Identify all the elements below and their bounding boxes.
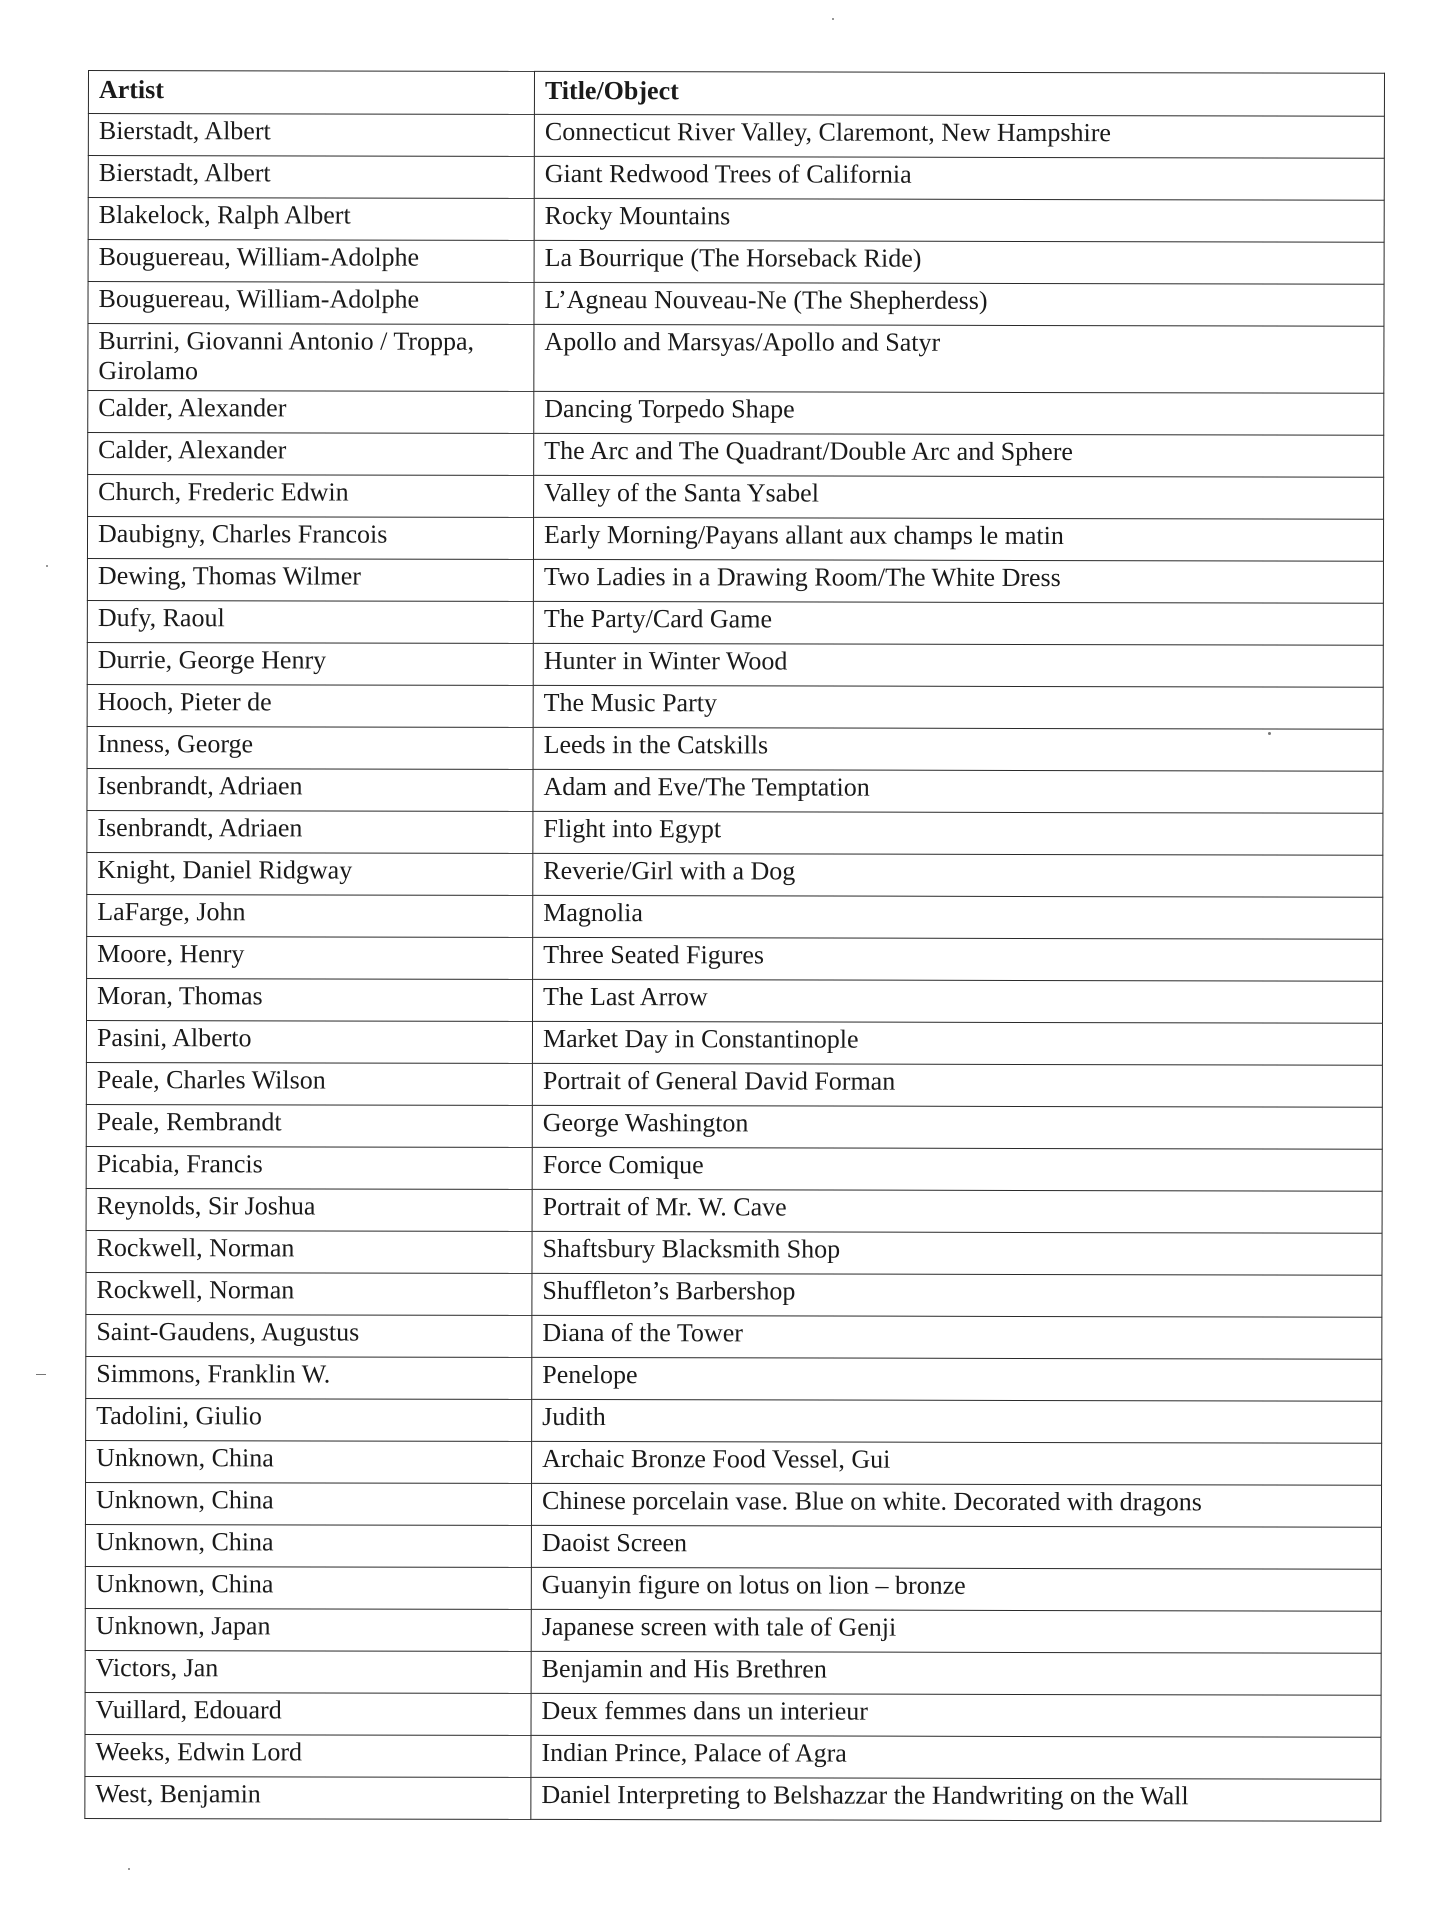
title-cell: Portrait of General David Forman xyxy=(532,1063,1382,1107)
table-row xyxy=(86,1104,1382,1149)
artist-cell: Calder, Alexander xyxy=(88,391,534,434)
table-row xyxy=(85,1608,1381,1653)
artist-cell: Bierstadt, Albert xyxy=(88,114,534,157)
title-cell: George Washington xyxy=(532,1105,1382,1149)
table-row xyxy=(85,1692,1381,1737)
title-cell: Dancing Torpedo Shape xyxy=(534,391,1384,435)
table-row xyxy=(88,156,1384,201)
table-row xyxy=(86,1020,1382,1065)
artist-cell: Church, Frederic Edwin xyxy=(88,475,534,518)
table-row xyxy=(86,1272,1382,1317)
title-cell: Guanyin figure on lotus on lion – bronze xyxy=(531,1567,1381,1611)
title-cell: Magnolia xyxy=(533,895,1383,939)
title-cell: L’Agneau Nouveau-Ne (The Shepherdess) xyxy=(534,282,1384,326)
title-cell: Connecticut River Valley, Claremont, New Hampshire xyxy=(534,114,1384,158)
artist-cell: Moore, Henry xyxy=(87,936,533,979)
artist-cell: Pasini, Alberto xyxy=(86,1020,532,1063)
title-cell: Shaftsbury Blacksmith Shop xyxy=(532,1231,1382,1275)
table-row xyxy=(85,1734,1381,1779)
artwork-table xyxy=(84,70,1385,1822)
artist-cell: Rockwell, Norman xyxy=(86,1272,532,1315)
artist-cell: Simmons, Franklin W. xyxy=(86,1356,532,1399)
table-row xyxy=(85,1482,1381,1527)
table-row xyxy=(88,324,1384,394)
artist-cell: Bierstadt, Albert xyxy=(88,156,534,199)
table-row xyxy=(88,198,1384,243)
artist-cell: Dewing, Thomas Wilmer xyxy=(87,559,533,602)
table-row xyxy=(86,1230,1382,1275)
title-cell: Diana of the Tower xyxy=(532,1315,1382,1359)
table-row xyxy=(88,240,1384,285)
artist-cell: Unknown, Japan xyxy=(85,1608,531,1651)
table-row xyxy=(87,642,1383,687)
table-row xyxy=(87,768,1383,813)
artist-cell: LaFarge, John xyxy=(87,894,533,937)
title-cell: Indian Prince, Palace of Agra xyxy=(531,1735,1381,1779)
title-cell: Leeds in the Catskills xyxy=(533,727,1383,771)
artist-cell: Reynolds, Sir Joshua xyxy=(86,1188,532,1231)
table-row xyxy=(86,1314,1382,1359)
table-row xyxy=(87,559,1383,604)
artist-cell: Bouguereau, William-Adolphe xyxy=(88,240,534,283)
table-row xyxy=(87,517,1383,562)
title-cell: Two Ladies in a Drawing Room/The White Dress xyxy=(533,559,1383,603)
title-cell: La Bourrique (The Horseback Ride) xyxy=(534,240,1384,284)
title-cell: Three Seated Figures xyxy=(533,937,1383,981)
title-cell: Adam and Eve/The Temptation xyxy=(533,769,1383,813)
artist-cell: Unknown, China xyxy=(85,1566,531,1609)
artist-cell: Blakelock, Ralph Albert xyxy=(88,198,534,241)
title-cell: The Last Arrow xyxy=(533,979,1383,1023)
table-row xyxy=(86,1062,1382,1107)
table-row xyxy=(87,978,1383,1023)
table-row xyxy=(87,894,1383,939)
column-header-title: Title/Object xyxy=(534,71,1384,116)
title-cell: Giant Redwood Trees of California xyxy=(534,156,1384,200)
artist-cell: Peale, Charles Wilson xyxy=(86,1062,532,1105)
title-cell: Portrait of Mr. W. Cave xyxy=(532,1189,1382,1233)
artist-cell: Picabia, Francis xyxy=(86,1146,532,1189)
table-row xyxy=(88,475,1384,520)
scan-speck xyxy=(832,18,834,20)
title-cell: Japanese screen with tale of Genji xyxy=(531,1609,1381,1653)
artist-cell: Daubigny, Charles Francois xyxy=(87,517,533,560)
title-cell: Rocky Mountains xyxy=(534,198,1384,242)
title-cell: Apollo and Marsyas/Apollo and Satyr xyxy=(534,324,1384,393)
artist-cell: Victors, Jan xyxy=(85,1650,531,1693)
table-row xyxy=(87,684,1383,729)
title-cell: The Party/Card Game xyxy=(533,601,1383,645)
artist-cell: Knight, Daniel Ridgway xyxy=(87,852,533,895)
title-cell: Benjamin and His Brethren xyxy=(531,1651,1381,1695)
artist-cell: Unknown, China xyxy=(85,1524,531,1567)
column-header-artist: Artist xyxy=(88,71,534,115)
table-row xyxy=(87,810,1383,855)
title-cell: The Arc and The Quadrant/Double Arc and Sphere xyxy=(534,433,1384,477)
table-row xyxy=(86,1356,1382,1401)
artist-cell: Dufy, Raoul xyxy=(87,600,533,643)
title-cell: Hunter in Winter Wood xyxy=(533,643,1383,687)
table-row xyxy=(88,114,1384,159)
title-cell: Market Day in Constantinople xyxy=(532,1021,1382,1065)
scan-speck xyxy=(46,565,48,567)
artist-cell: Durrie, George Henry xyxy=(87,642,533,685)
scan-speck xyxy=(1268,732,1271,735)
table-row xyxy=(86,1188,1382,1233)
artist-cell: Hooch, Pieter de xyxy=(87,684,533,727)
artist-cell: Inness, George xyxy=(87,726,533,769)
artist-cell: Unknown, China xyxy=(85,1482,531,1525)
table-row xyxy=(85,1566,1381,1611)
table-row xyxy=(86,1440,1382,1485)
title-cell: Early Morning/Payans allant aux champs le matin xyxy=(533,517,1383,561)
artist-cell: Rockwell, Norman xyxy=(86,1230,532,1273)
artist-cell: Weeks, Edwin Lord xyxy=(85,1734,531,1777)
artist-cell: Calder, Alexander xyxy=(88,433,534,476)
artist-cell: Burrini, Giovanni Antonio / Troppa, Girolamo xyxy=(88,324,534,392)
title-cell: Force Comique xyxy=(532,1147,1382,1191)
artist-cell: Saint-Gaudens, Augustus xyxy=(86,1314,532,1357)
table-row xyxy=(85,1776,1381,1821)
table-row xyxy=(87,852,1383,897)
table-row xyxy=(88,282,1384,327)
title-cell: The Music Party xyxy=(533,685,1383,729)
artwork-list-sheet xyxy=(84,70,1384,1811)
table-row xyxy=(85,1650,1381,1695)
table-row xyxy=(87,726,1383,771)
title-cell: Valley of the Santa Ysabel xyxy=(534,475,1384,519)
title-cell: Penelope xyxy=(532,1357,1382,1401)
title-cell: Flight into Egypt xyxy=(533,811,1383,855)
title-cell: Archaic Bronze Food Vessel, Gui xyxy=(532,1441,1382,1485)
title-cell: Chinese porcelain vase. Blue on white. Decorated with dragons xyxy=(531,1483,1381,1527)
artist-cell: Moran, Thomas xyxy=(87,978,533,1021)
table-row xyxy=(88,391,1384,436)
artist-cell: Bouguereau, William-Adolphe xyxy=(88,282,534,325)
title-cell: Judith xyxy=(532,1399,1382,1443)
table-row xyxy=(87,600,1383,645)
artist-cell: West, Benjamin xyxy=(85,1776,531,1819)
title-cell: Shuffleton’s Barbershop xyxy=(532,1273,1382,1317)
artist-cell: Vuillard, Edouard xyxy=(85,1692,531,1735)
artist-cell: Tadolini, Giulio xyxy=(86,1398,532,1441)
table-header-row xyxy=(88,71,1384,117)
table-row xyxy=(86,1146,1382,1191)
table-row xyxy=(87,936,1383,981)
artist-cell: Isenbrandt, Adriaen xyxy=(87,768,533,811)
scan-speck xyxy=(36,1374,46,1375)
title-cell: Reverie/Girl with a Dog xyxy=(533,853,1383,897)
table-row xyxy=(85,1524,1381,1569)
title-cell: Daoist Screen xyxy=(531,1525,1381,1569)
artist-cell: Unknown, China xyxy=(86,1440,532,1483)
title-cell: Daniel Interpreting to Belshazzar the Handwriting on the Wall xyxy=(531,1777,1381,1821)
table-row xyxy=(88,433,1384,478)
artist-cell: Peale, Rembrandt xyxy=(86,1104,532,1147)
artist-cell: Isenbrandt, Adriaen xyxy=(87,810,533,853)
scan-speck xyxy=(128,1868,130,1870)
table-row xyxy=(86,1398,1382,1443)
title-cell: Deux femmes dans un interieur xyxy=(531,1693,1381,1737)
